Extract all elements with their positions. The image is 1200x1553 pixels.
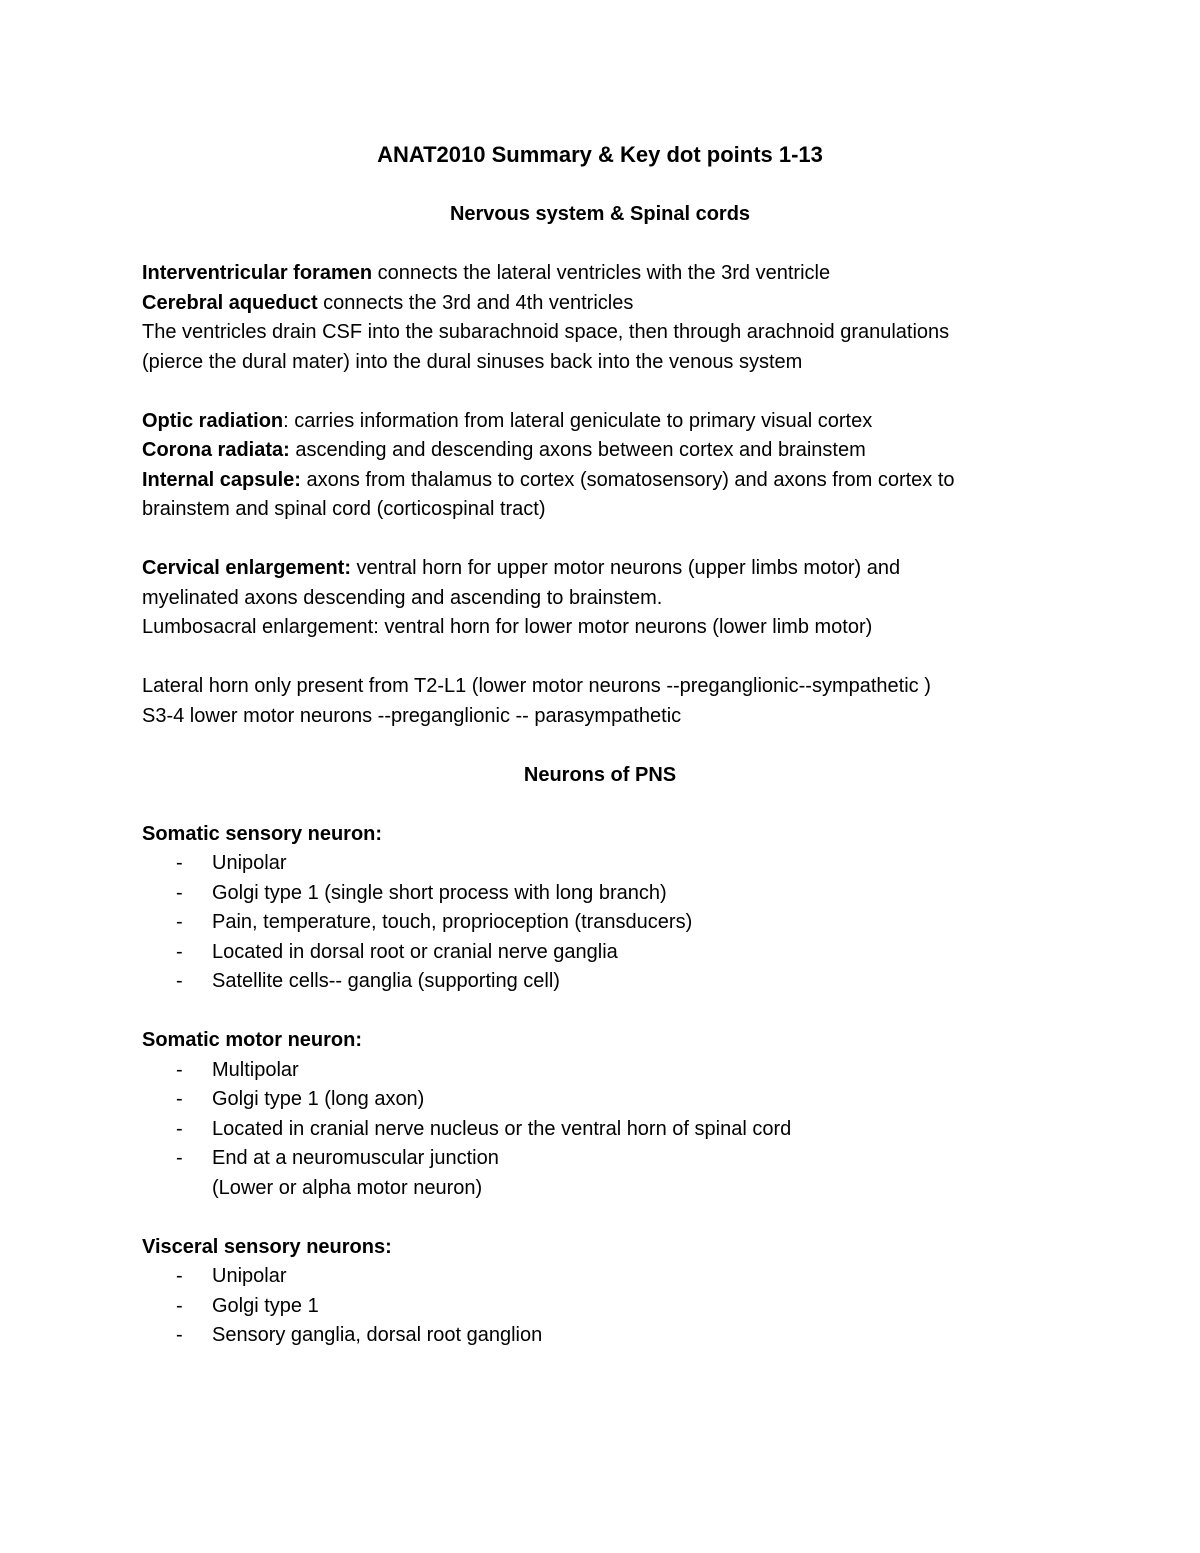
definition: axons from thalamus to cortex (somatosensory) and axons from cortex to [300,468,955,491]
term: Internal capsule: [142,468,301,491]
line-cervical-enlargement-cont: myelinated axons descending and ascending to brainstem. [142,586,663,609]
line-csf-drainage-cont: (pierce the dural mater) into the dural sinuses back into the venous system [142,350,803,373]
bullet-dash: - [176,1324,183,1346]
document-page [142,140,1058,1380]
bullet-dash: - [176,881,183,904]
line-interventricular-foramen [142,259,1058,289]
list-item [142,849,1058,879]
section-heading-neurons-pns: Neurons of PNS [523,763,677,786]
line-cervical-enlargement [142,554,1058,584]
bullet-dash: - [176,911,183,933]
list-item-continuation: (Lower or alpha motor neuron) [212,1176,483,1199]
list-item-text: Multipolar [212,1058,299,1081]
list-item-text: Unipolar [212,1265,287,1287]
bullet-dash: - [176,1147,183,1169]
line-optic-radiation [142,407,1058,437]
list-item-text: End at a neuromuscular junction [212,1147,499,1169]
bullet-dash: - [176,970,183,992]
list-item [142,1056,1058,1086]
list-somatic-sensory [142,849,1058,997]
subheading-visceral-sensory: Visceral sensory neurons: [142,1235,392,1258]
list-item [142,879,1058,909]
bullet-dash: - [176,852,183,874]
list-item [142,1115,1058,1145]
list-somatic-motor [142,1056,1058,1174]
definition: connects the lateral ventricles with the 3rd ventricle [372,262,831,284]
list-item [142,938,1058,968]
bullet-dash: - [176,1294,183,1317]
definition: ascending and descending axons between cortex and brainstem [289,439,866,461]
term: Optic radiation [142,409,284,432]
list-item-text: Golgi type 1 (single short process with long branch) [212,881,667,904]
list-item [142,1144,1058,1174]
bullet-dash: - [176,1265,183,1287]
line-cerebral-aqueduct [142,289,1058,319]
paragraph-white-matter [142,407,1058,525]
line-internal-capsule [142,466,1058,496]
subheading-somatic-sensory: Somatic sensory neuron: [142,822,383,845]
definition: ventral horn for upper motor neurons (upper limbs motor) and [350,557,901,579]
list-item [142,967,1058,997]
paragraph-enlargements [142,554,1058,643]
line-corona-radiata [142,436,1058,466]
line-lumbosacral-enlargement: Lumbosacral enlargement: ventral horn for lower motor neurons (lower limb motor) [142,616,873,638]
list-item-text: Satellite cells-- ganglia (supporting cell) [212,970,560,992]
list-item [142,1321,1058,1351]
list-item-text: Located in dorsal root or cranial nerve ganglia [212,940,618,963]
term: Cervical enlargement: [142,557,351,579]
list-item-text: Golgi type 1 [212,1294,319,1317]
term: Cerebral aqueduct [142,291,318,314]
group-visceral-sensory [142,1233,1058,1351]
list-item-text: Located in cranial nerve nucleus or the ventral horn of spinal cord [212,1117,792,1140]
group-somatic-motor [142,1026,1058,1203]
term: Interventricular foramen [142,262,373,284]
list-item-text: Sensory ganglia, dorsal root ganglion [212,1324,543,1346]
group-somatic-sensory [142,820,1058,997]
bullet-dash: - [176,940,183,963]
bullet-dash: - [176,1117,183,1140]
bullet-dash: - [176,1058,183,1081]
section-heading-nervous-system: Nervous system & Spinal cords [449,203,751,225]
line-sacral-parasympathetic: S3-4 lower motor neurons --preganglionic -- parasympathetic [142,704,682,727]
paragraph-autonomic [142,672,1058,731]
term: Corona radiata: [142,439,290,461]
list-item-text: Golgi type 1 (long axon) [212,1088,425,1110]
list-item [142,1292,1058,1322]
document-title: ANAT2010 Summary & Key dot points 1-13 [377,142,823,167]
list-item-text: Unipolar [212,852,287,874]
definition: connects the 3rd and 4th ventricles [317,291,634,314]
definition: : carries information from lateral geniculate to primary visual cortex [283,409,873,432]
line-csf-drainage: The ventricles drain CSF into the subarachnoid space, then through arachnoid granulations [142,321,950,343]
list-item-text: Pain, temperature, touch, proprioception (transducers) [212,911,693,933]
subheading-somatic-motor: Somatic motor neuron: [142,1029,363,1051]
list-visceral-sensory [142,1262,1058,1351]
list-item [142,1262,1058,1292]
list-item [142,908,1058,938]
line-lateral-horn: Lateral horn only present from T2-L1 (lower motor neurons --preganglionic--sympathetic ) [142,675,931,697]
bullet-dash: - [176,1088,183,1110]
paragraph-ventricles [142,259,1058,377]
line-internal-capsule-cont: brainstem and spinal cord (corticospinal tract) [142,498,546,520]
list-item [142,1085,1058,1115]
